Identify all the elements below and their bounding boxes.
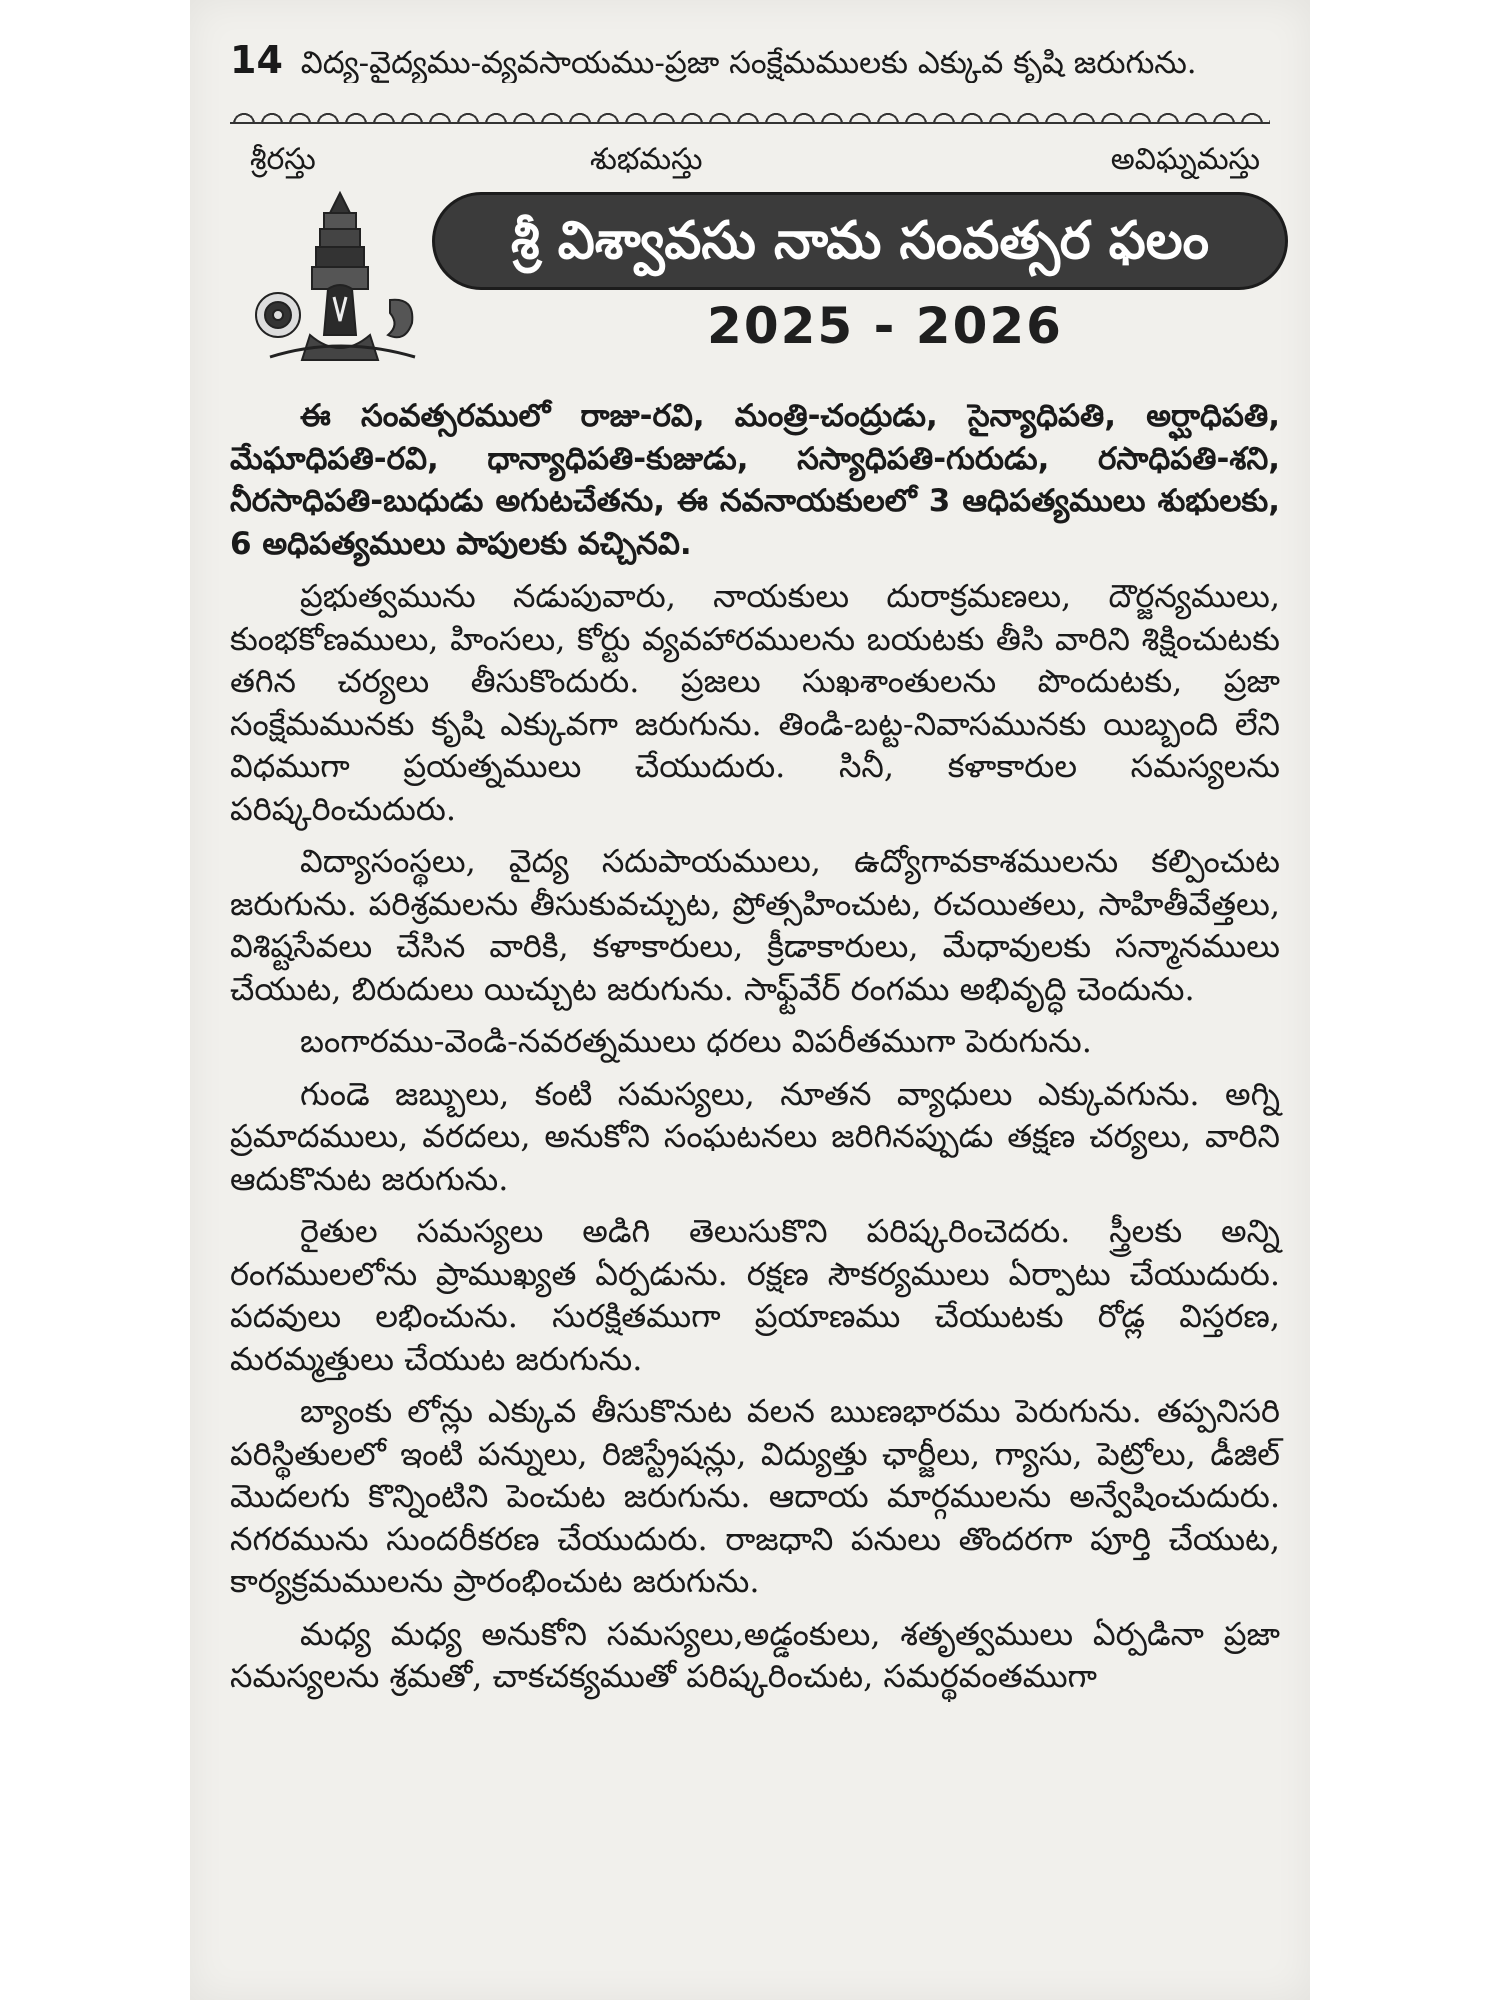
paragraph: ఈ సంవత్సరములో రాజు-రవి, మంత్రి-చంద్రుడు, సైన్యాధిపతి, అర్ఘాధిపతి, మేఘాధిపతి-రవి, ధాన్యాధిపతి-కుజుడు, సస్యాధిపతి-గురుడు, రసాధిపతి-శని, నీరసాధిపతి-బుధుడు అగుటచేతను, ఈ నవనాయకులలో 3 ఆధిపత్యములు శుభులకు, 6 అధిపత్యములు పాపులకు వచ్చినవి.	[230, 398, 1280, 562]
page-header	[230, 40, 1280, 83]
paragraph: రైతుల సమస్యలు అడిగి తెలుసుకొని పరిష్కరించెదరు. స్త్రీలకు అన్ని రంగములలోను ప్రాముఖ్యత ఏర్పడును. రక్షణ సౌకర్యములు ఏర్పాటు చేయుదురు. పదవులు లభించును. సురక్షితముగా ప్రయాణము చేయుటకు రోడ్ల విస్తరణ, మరమ్మత్తులు చేయుట జరుగును.	[230, 1212, 1280, 1378]
article-body	[230, 395, 1280, 1708]
paragraph: బ్యాంకు లోన్లు ఎక్కువ తీసుకొనుట వలన ఋణభారము పెరుగును. తప్పనిసరి పరిస్థితులలో ఇంటి పన్నులు, రిజిస్ట్రేషన్లు, విద్యుత్తు ఛార్జీలు, గ్యాసు, పెట్రోలు, డీజిల్ మొదలగు కొన్నింటిని పెంచుట జరుగును. ఆదాయ మార్గములను అన్వేషించుదురు. నగరమును సుందరీకరణ చేయుదురు. రాజధాని పనులు తొందరగా పూర్తి చేయుట, కార్యక్రమములను ప్రారంభించుట జరుగును.	[230, 1392, 1280, 1600]
paragraph: గుండె జబ్బులు, కంటి సమస్యలు, నూతన వ్యాధులు ఎక్కువగును. అగ్ని ప్రమాదములు, వరదలు, అనుకోని సంఘటనలు జరిగినప్పుడు తక్షణ చర్యలు, వారిని ఆదుకొనుట జరుగును.	[230, 1074, 1280, 1198]
blessing-right: అవిఘ్నమస్తు	[1110, 142, 1260, 177]
paragraph: మధ్య మధ్య అనుకోని సమస్యలు,అడ్డంకులు, శతృత్వములు ఏర్పడినా ప్రజా సమస్యలను శ్రమతో, చాకచక్యముతో పరిష్కరించుట, సమర్థవంతముగా	[230, 1614, 1280, 1695]
paragraph: విద్యాసంస్థలు, వైద్య సదుపాయములు, ఉద్యోగావకాశములను కల్పించుట జరుగును. పరిశ్రమలను తీసుకువచ్చుట, ప్రోత్సహించుట, రచయితలు, సాహితీవేత్తలు, విశిష్టసేవలు చేసిన వారికి, కళాకారులు, క్రీడాకారులు, మేధావులకు సన్మానములు చేయుట, బిరుదులు యిచ్చుట జరుగును. సాఫ్ట్‌వేర్ రంగము అభివృద్ధి చెందును.	[230, 842, 1280, 1008]
venkateswara-deity-icon	[240, 185, 440, 375]
blessing-center: శుభమస్తు	[590, 142, 703, 177]
paragraph: ప్రభుత్వమును నడుపువారు, నాయకులు దురాక్రమణలు, దౌర్జన్యములు, కుంభకోణములు, హింసలు, కోర్టు వ్యవహారములను బయటకు తీసి వారిని శిక్షించుటకు తగిన చర్యలు తీసుకొందురు. ప్రజలు సుఖశాంతులను పొందుటకు, ప్రజా సంక్షేమమునకు కృషి ఎక్కువగా జరుగును. తిండి-బట్ట-నివాసమునకు యిబ్బంది లేని విధముగా ప్రయత్నములు చేయుదురు. సినీ, కళాకారుల సమస్యలను పరిష్కరించుదురు.	[230, 577, 1280, 828]
blessing-left: శ్రీరస్తు	[250, 142, 316, 177]
page-tagline: విద్య-వైద్యము-వ్యవసాయము-ప్రజా సంక్షేమములకు ఎక్కువ కృషి జరుగును.	[300, 45, 1197, 81]
blessings-row	[250, 140, 1260, 180]
paragraph: బంగారము-వెండి-నవరత్నములు ధరలు విపరీతముగా పెరుగును.	[300, 1022, 1092, 1060]
page-title: శ్రీ విశ్వావసు నామ సంవత్సర ఫలం	[435, 195, 1285, 287]
decorative-border-icon	[230, 102, 1270, 124]
page-number: 14	[230, 40, 283, 82]
year-range: 2025 - 2026	[707, 297, 1063, 355]
newspaper-page	[190, 0, 1310, 2000]
